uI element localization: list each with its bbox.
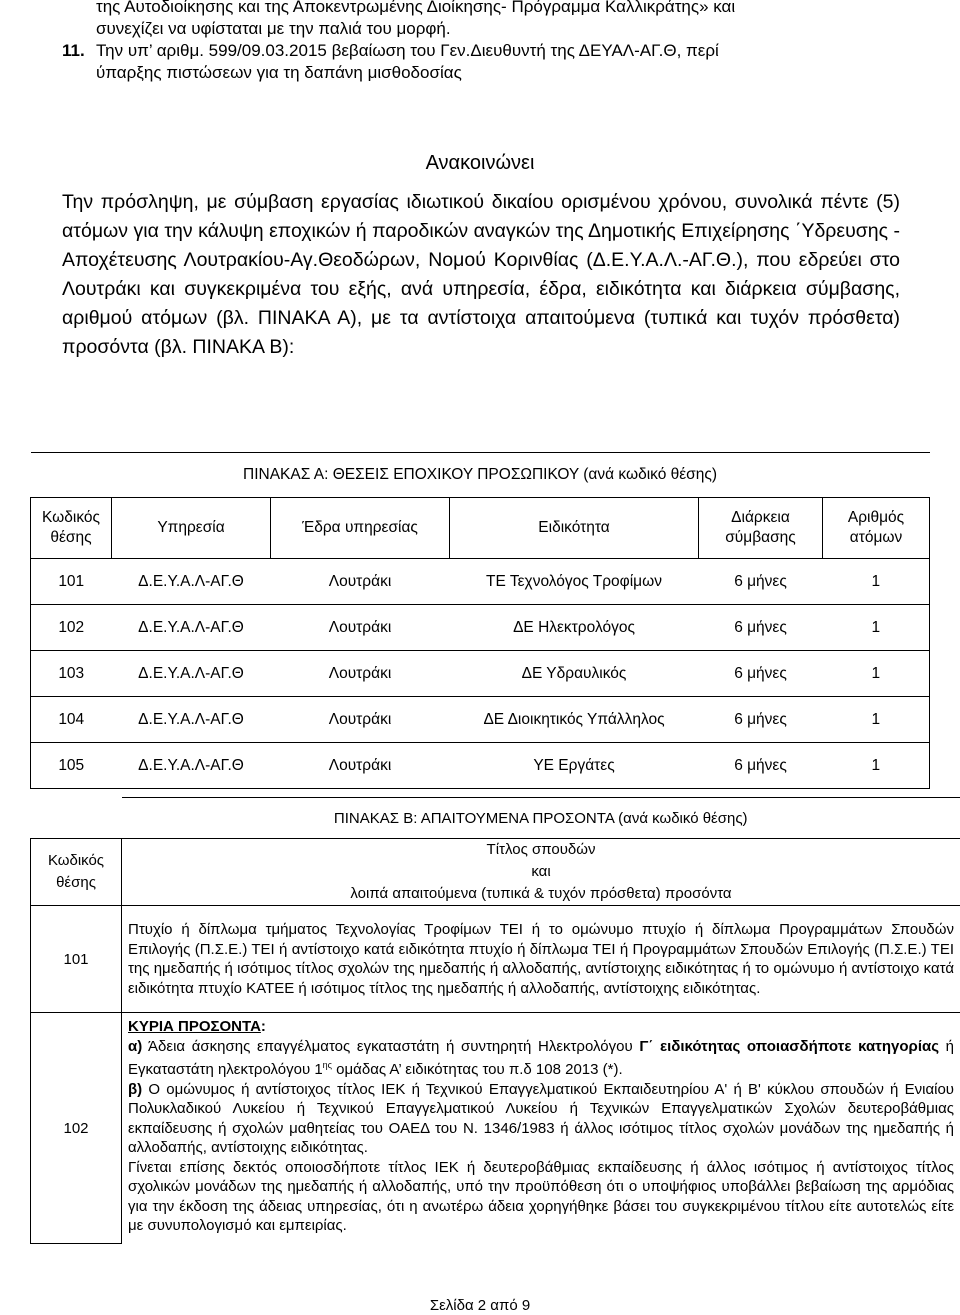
cell-specialty: ΔΕ Διοικητικός Υπάλληλος bbox=[450, 697, 699, 743]
qualification-a: α) Άδεια άσκησης επαγγέλματος εγκαταστάτη ή συντηρητή Ηλεκτρολόγου Γ΄ ειδικότητας οποιασδήποτε κατηγορίας ή Εγκαταστάτη ηλεκτρολόγου $1^{\eta\varsigma}$ ομάδας Α’ ειδικότητας του π.δ 108 2013 (*). bbox=[128, 1037, 954, 1078]
cell-code: 102 bbox=[31, 1013, 122, 1244]
header-code: Κωδικός θέσης bbox=[31, 839, 122, 906]
table-row bbox=[31, 651, 930, 697]
cell-service: Δ.Ε.Υ.Α.Λ-ΑΓ.Θ bbox=[112, 559, 271, 605]
cell-service: Δ.Ε.Υ.Α.Λ-ΑΓ.Θ bbox=[112, 697, 271, 743]
table-a-title: ΠΙΝΑΚΑΣ Α: ΘΕΣΕΙΣ ΕΠΟΧΙΚΟΥ ΠΡΟΣΩΠΙΚΟΥ (ανά κωδικό θέσης) bbox=[31, 453, 930, 498]
cell-specialty: ΤΕ Τεχνολόγος Τροφίμων bbox=[450, 559, 699, 605]
cell-location: Λουτράκι bbox=[271, 559, 450, 605]
table-b-title: ΠΙΝΑΚΑΣ Β: ΑΠΑΙΤΟΥΜΕΝΑ ΠΡΟΣΟΝΤΑ (ανά κωδικό θέσης) bbox=[122, 798, 960, 839]
header-duration: Διάρκεια σύμβασης bbox=[699, 498, 823, 559]
cell-specialty: ΥΕ Εργάτες bbox=[450, 743, 699, 789]
cell-count: 1 bbox=[823, 559, 930, 605]
table-b bbox=[30, 797, 960, 1244]
announcement-paragraph: Την πρόσληψη, με σύμβαση εργασίας ιδιωτικού δικαίου ορισμένου χρόνου, συνολικά πέντε (5) ατόμων για την κάλυψη εποχικών ή παροδικών αναγκών της Δημοτικής Επιχείρησης ΄Υδρευσης - Αποχέτευσης Λουτρακίου-Αγ.Θεοδώρων, Νομού Κορινθίας (Δ.Ε.Υ.Α.Λ.-ΑΓ.Θ.), που εδρεύει στο Λουτράκι και συγκεκριμένα του εξής, ανά υπηρεσία, έδρα, ειδικότητα και διάρκεια σύμβασης, αριθμού ατόμων (βλ. ΠΙΝΑΚΑ Α), με τα αντίστοιχα απαιτούμενα (τυπικά και τυχόν πρόσθετα) προσόντα (βλ. ΠΙΝΑΚΑ Β): bbox=[62, 191, 900, 358]
table-row bbox=[31, 1013, 960, 1244]
qualification-note: Γίνεται επίσης δεκτός οποιοσδήποτε τίτλος ΙΕΚ ή δευτεροβάθμιας εκπαίδευσης ή άλλος ισότιμος ή αντίστοιχος τίτλος σχολικών μονάδων της ημεδαπής ή αλλοδαπής, υπό την προϋπόθεση ότι ο υποψήφιος υποβάλλει βεβαίωση της αρμόδιας για την έκδοση της άδειας υπηρεσίας, ότι η ανωτέρω άδεια χορηγήθηκε βάσει του συγκεκριμένου τίτλου είτε αυτοτελώς είτε με συνυπολογισμό και εμπειρίας. bbox=[128, 1158, 954, 1234]
table-row bbox=[31, 559, 930, 605]
cell-code: 104 bbox=[31, 697, 112, 743]
cell-location: Λουτράκι bbox=[271, 743, 450, 789]
cell-qualifications: Πτυχίο ή δίπλωμα τμήματος Τεχνολογίας Τροφίμων ΤΕΙ ή το ομώνυμο πτυχίο ή δίπλωμα Προγραμμάτων Σπουδών Επιλογής (Π.Σ.Ε.) ΤΕΙ ή αντίστοιχο κατά ειδικότητα πτυχίο ή δίπλωμα ΤΕΙ ή Προγραμμάτων Σπουδών Επιλογής (Π.Σ.Ε.) ΤΕΙ της ημεδαπής ή ισότιμος τίτλος σχολών της ημεδαπής ή αλλοδαπής, αντίστοιχης ειδικότητας ή το ομώνυμο ή αντίστοιχο κατά ειδικότητα πτυχίο ΚΑΤΕΕ ή ισότιμος τίτλος της ημεδαπής ή αλλοδαπής, αντίστοιχης ειδικότητας. bbox=[122, 906, 960, 1013]
cell-service: Δ.Ε.Υ.Α.Λ-ΑΓ.Θ bbox=[112, 743, 271, 789]
table-row bbox=[31, 605, 930, 651]
cell-duration: 6 μήνες bbox=[699, 743, 823, 789]
table-a-header bbox=[31, 498, 930, 559]
cell-duration: 6 μήνες bbox=[699, 651, 823, 697]
cell-code: 102 bbox=[31, 605, 112, 651]
qualification-b: β) Ο ομώνυμος ή αντίστοιχος τίτλος ΙΕΚ ή Τεχνικού Επαγγελματικού Εκπαιδευτηρίου Α' ή Β' κύκλου σπουδών ή Ενιαίου Πολυκλαδικού Λυκείου ή Τεχνικού Επαγγελματικού Λυκείου ή Τεχνικών Επαγγελματικών Σχολών δευτεροβάθμιας εκπαίδευσης ή σχολών μαθητείας του ΟΑΕΔ του Ν. 1346/1983 ή άλλος ισότιμος τίτλος σχολών μονάδων της ημεδαπής ή αλλοδαπής, αντίστοιχης ειδικότητας. bbox=[128, 1080, 954, 1156]
cell-code: 103 bbox=[31, 651, 112, 697]
cell-specialty: ΔΕ Ηλεκτρολόγος bbox=[450, 605, 699, 651]
cell-count: 1 bbox=[823, 743, 930, 789]
cell-code: 105 bbox=[31, 743, 112, 789]
header-code: Κωδικός θέσης bbox=[31, 498, 112, 559]
announce-heading: Ανακοινώνει bbox=[425, 152, 535, 174]
cell-service: Δ.Ε.Υ.Α.Λ-ΑΓ.Θ bbox=[112, 651, 271, 697]
cell-location: Λουτράκι bbox=[271, 697, 450, 743]
page-number: Σελίδα 2 από 9 bbox=[429, 1297, 531, 1314]
header-location: Έδρα υπηρεσίας bbox=[271, 498, 450, 559]
table-a bbox=[30, 452, 930, 789]
intro-line: συνεχίζει να υφίσταται με την παλιά του μορφή. bbox=[96, 19, 451, 38]
cell-duration: 6 μήνες bbox=[699, 697, 823, 743]
cell-duration: 6 μήνες bbox=[699, 605, 823, 651]
item-number: 11. bbox=[62, 41, 85, 60]
table-row bbox=[31, 906, 960, 1013]
cell-service: Δ.Ε.Υ.Α.Λ-ΑΓ.Θ bbox=[112, 605, 271, 651]
table-row bbox=[31, 697, 930, 743]
cell-qualifications bbox=[122, 1013, 960, 1244]
header-qualifications: Τίτλος σπουδών και λοιπά απαιτούμενα (τυπικά & τυχόν πρόσθετα) προσόντα bbox=[122, 839, 960, 906]
intro-continuation bbox=[62, 0, 902, 84]
intro-line: της Αυτοδιοίκησης και της Αποκεντρωμένης Διοίκησης- Πρόγραμμα Καλλικράτης» και bbox=[96, 0, 736, 16]
header-specialty: Ειδικότητα bbox=[450, 498, 699, 559]
cell-count: 1 bbox=[823, 697, 930, 743]
cell-location: Λουτράκι bbox=[271, 651, 450, 697]
cell-specialty: ΔΕ Υδραυλικός bbox=[450, 651, 699, 697]
cell-code: 101 bbox=[31, 906, 122, 1013]
item-text: Την υπ’ αριθμ. 599/09.03.2015 βεβαίωση του Γεν.Διευθυντή της ΔΕΥΑΛ-ΑΓ.Θ, περί bbox=[96, 41, 719, 60]
item-text-continued: ύπαρξης πιστώσεων για τη δαπάνη μισθοδοσίας bbox=[96, 63, 462, 82]
table-row bbox=[31, 743, 930, 789]
cell-code: 101 bbox=[31, 559, 112, 605]
table-b-header bbox=[31, 839, 960, 906]
header-service: Υπηρεσία bbox=[112, 498, 271, 559]
cell-duration: 6 μήνες bbox=[699, 559, 823, 605]
cell-count: 1 bbox=[823, 651, 930, 697]
cell-count: 1 bbox=[823, 605, 930, 651]
cell-location: Λουτράκι bbox=[271, 605, 450, 651]
qualifications-heading: ΚΥΡΙΑ ΠΡΟΣΟΝΤΑ: bbox=[128, 1018, 266, 1035]
numbered-item bbox=[62, 40, 902, 62]
header-count: Αριθμός ατόμων bbox=[823, 498, 930, 559]
